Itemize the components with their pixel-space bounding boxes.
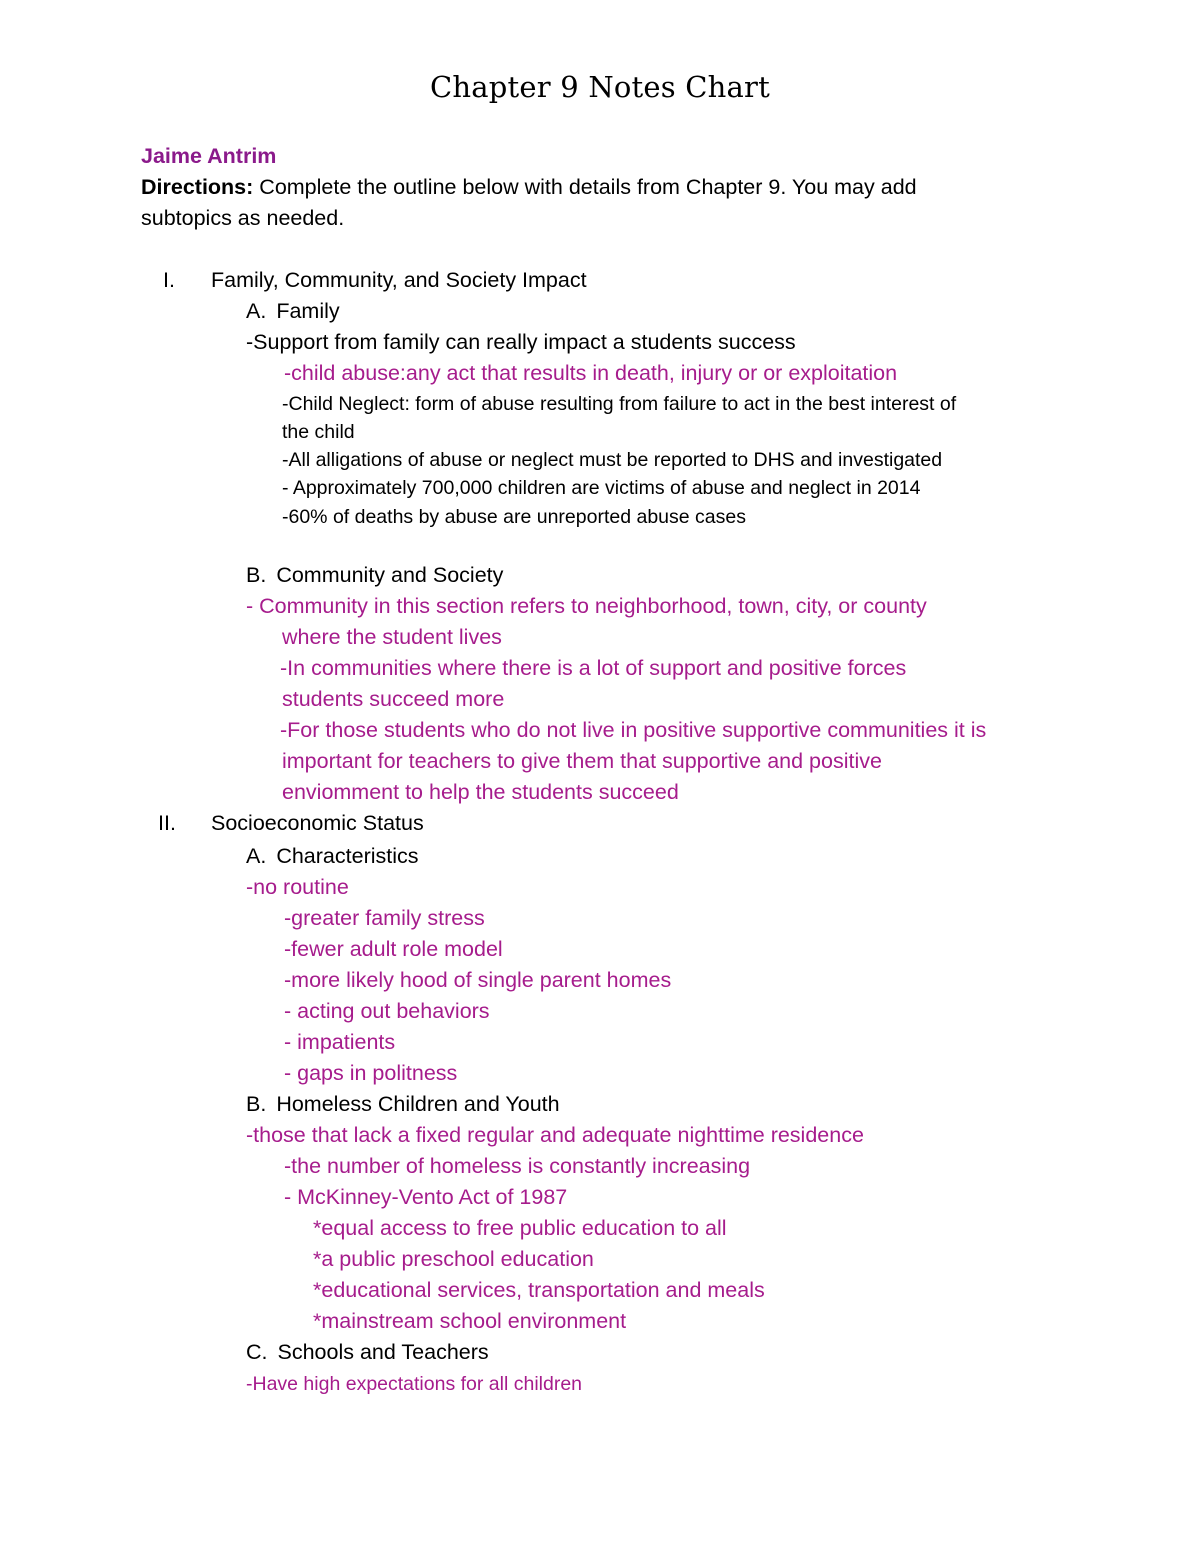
page-title: Chapter 9 Notes Chart [430,70,770,104]
note-line: - acting out behaviors [284,999,490,1023]
subsection-heading [246,297,340,325]
note-line: -60% of deaths by abuse are unreported abuse cases [282,506,746,528]
note-line: where the student lives [282,625,502,649]
subsection-letter: B. [246,1092,267,1116]
subsection-letter: C. [246,1340,268,1364]
note-line: -child abuse:any act that results in death, injury or or exploitation [284,361,898,385]
note-line: - Approximately 700,000 children are victims of abuse and neglect in 2014 [282,477,921,499]
subsection-title: Characteristics [276,844,419,868]
note-line: *educational services, transportation and meals [313,1278,765,1302]
section-numeral: I. [163,268,175,292]
subsection-title: Schools and Teachers [277,1340,489,1364]
note-line: students succeed more [282,687,505,711]
subsection-heading [246,842,419,870]
directions-label: Directions: [141,175,254,199]
section-heading: Family, Community, and Society Impact [211,268,587,292]
note-line: -those that lack a fixed regular and adequate nighttime residence [246,1123,864,1147]
subsection-letter: B. [246,563,267,587]
subsection-title: Family [276,299,340,323]
note-line: - gaps in politness [284,1061,458,1085]
note-line: -fewer adult role model [284,937,503,961]
note-line: -Support from family can really impact a students success [246,330,796,354]
subsection-heading [246,561,503,589]
note-line: -Child Neglect: form of abuse resulting from failure to act in the best interest of [282,393,957,415]
note-line: *mainstream school environment [313,1309,627,1333]
author-name: Jaime Antrim [141,144,277,168]
subsection-title: Homeless Children and Youth [276,1092,560,1116]
note-line: -In communities where there is a lot of support and positive forces [280,656,907,680]
subsection-heading [246,1338,489,1366]
section-heading: Socioeconomic Status [211,811,424,835]
subsection-letter: A. [246,299,267,323]
subsection-letter: A. [246,844,267,868]
note-line: *a public preschool education [313,1247,594,1271]
note-line: *equal access to free public education to all [313,1216,727,1240]
directions-text: Complete the outline below with details from Chapter 9. You may add [253,175,917,199]
note-line: - McKinney-Vento Act of 1987 [284,1185,568,1209]
subsection-heading [246,1090,560,1118]
note-line: enviomment to help the students succeed [282,780,679,804]
note-line: -the number of homeless is constantly increasing [284,1154,751,1178]
note-line: - Community in this section refers to neighborhood, town, city, or county [246,594,927,618]
note-line: - impatients [284,1030,396,1054]
directions-line-2: subtopics as needed. [141,206,345,230]
note-line: -For those students who do not live in positive supportive communities it is [280,718,987,742]
subsection-title: Community and Society [276,563,504,587]
directions-line-1 [141,173,917,201]
note-line: important for teachers to give them that supportive and positive [282,749,882,773]
note-line: -more likely hood of single parent homes [284,968,672,992]
section-numeral: II. [158,811,176,835]
note-line: -greater family stress [284,906,485,930]
note-line: -Have high expectations for all children [246,1373,583,1395]
note-line: -no routine [246,875,349,899]
note-line: the child [282,421,355,443]
note-line: -All alligations of abuse or neglect must be reported to DHS and investigated [282,449,943,471]
